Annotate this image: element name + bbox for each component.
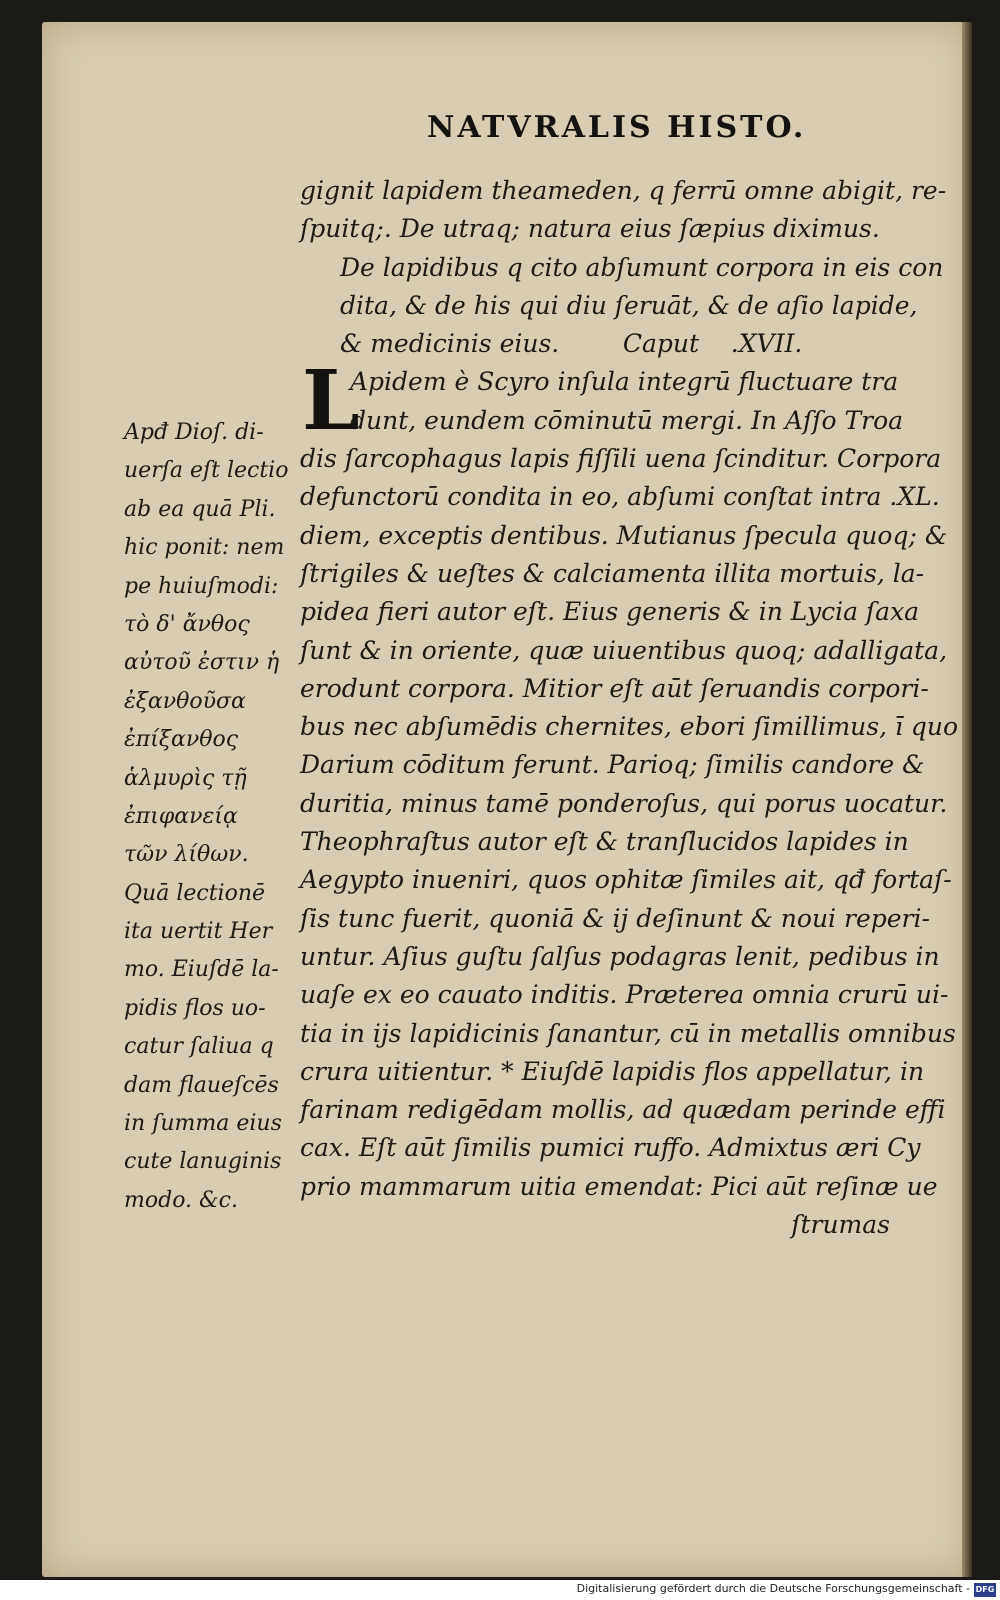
marginal-note	[124, 414, 304, 1220]
text-line: ſis tunc fuerit, quoniā & ij deſinunt & noui reperi-	[300, 903, 930, 933]
margin-line: ab ea quā Pli.	[124, 496, 276, 522]
text-line: Theophraſtus autor eſt & tranſlucidos lapides in	[300, 827, 909, 857]
margin-line: ita uertit Her	[124, 919, 273, 945]
margin-line: hic ponit: nem	[124, 535, 285, 561]
text-line: defunctorū condita in eo, abſumi conſtat intra .XL.	[300, 482, 940, 512]
margin-line: ἐπιφανείᾳ	[124, 803, 238, 829]
chapter-heading-line: De lapidibus q cito abſumunt corpora in eis con	[340, 252, 944, 282]
text-line: tia in ijs lapidicinis ſanantur, cū in metallis omnibus	[300, 1018, 956, 1048]
margin-line: ἁλμυρὶς τῇ	[124, 765, 247, 791]
text-line: uaſe ex eo cauato inditis. Præterea omnia crurū ui-	[300, 980, 949, 1010]
margin-line: in ſumma eius	[124, 1111, 282, 1137]
text-line: gignit lapidem theameden, q ferrū omne abigit, re-	[300, 176, 947, 205]
book-page	[42, 22, 972, 1577]
text-line: duritia, minus tamē ponderoſus, qui porus uocatur.	[300, 788, 948, 818]
text-line: farinam redigēdam mollis, ad quædam perinde effi	[300, 1095, 946, 1125]
margin-line: Quā lectionē	[124, 880, 266, 906]
margin-line: dam flaueſcēs	[124, 1072, 279, 1098]
margin-line: αὐτοῦ ἐστιν ἡ	[124, 650, 280, 676]
margin-line: ἐπίξανθος	[124, 727, 239, 753]
chapter-heading-line: & medicinis eius. Caput .XVII.	[340, 329, 803, 359]
chapter-heading-line: dita, & de his qui diu ſeruāt, & de aſio lapide,	[340, 290, 918, 320]
main-text-block	[300, 172, 959, 1244]
running-title: NATVRALIS HISTO.	[427, 110, 807, 145]
margin-line: Apđ Dioſ. di-	[124, 420, 264, 445]
margin-line: τὸ δ' ἄνθος	[124, 611, 250, 637]
page-gutter	[962, 22, 972, 1577]
text-line: Apidem è Scyro inſula integrū fluctuare tra	[350, 367, 899, 397]
text-line: dis ſarcophagus lapis fiſſili uena ſcinditur. Corpora	[300, 444, 942, 474]
digitization-footer	[0, 1580, 1000, 1600]
text-line: dunt, eundem cōminutū mergi. In Aſſo Troa	[350, 405, 904, 435]
margin-line: uerſa eſt lectio	[124, 458, 289, 484]
text-line: Darium cōditum ferunt. Parioq; ſimilis candore &	[300, 750, 925, 780]
dfg-logo: DFG	[974, 1583, 996, 1597]
margin-line: ἐξανθοῦσα	[124, 688, 246, 714]
text-line: ſtrigiles & ueſtes & calciamenta illita mortuis, la-	[300, 558, 925, 588]
margin-line: cute lanuginis	[124, 1149, 282, 1175]
text-line: cax. Eſt aūt ſimilis pumici ruffo. Admixtus æri Cy	[300, 1133, 921, 1163]
text-line: ſunt & in oriente, quæ uiuentibus quoq; adalligata,	[300, 635, 948, 665]
text-line: erodunt corpora. Mitior eſt aūt ſeruandis corpori-	[300, 673, 929, 703]
text-line: pidea fieri autor eſt. Eius generis & in Lycia ſaxa	[300, 597, 920, 627]
margin-line: catur ſaliua q	[124, 1034, 274, 1060]
text-line: diem, exceptis dentibus. Mutianus ſpecula quoq; &	[300, 520, 948, 550]
text-line: Aegypto inueniri, quos ophitæ ſimiles ait, qđ fortaſ-	[300, 865, 952, 895]
margin-line: pidis flos uo-	[124, 995, 266, 1021]
margin-line: modo. &c.	[124, 1187, 238, 1213]
text-line: ſpuitq;. De utraq; natura eius ſæpius diximus.	[300, 214, 880, 244]
catchword: ſtrumas	[791, 1210, 890, 1240]
drop-capital: L	[302, 353, 360, 449]
text-line: prio mammarum uitia emendat: Pici aūt reſinæ ue	[300, 1171, 938, 1201]
text-line: bus nec abſumēdis chernites, ebori ſimillimus, ī quo	[300, 712, 959, 742]
margin-line: pe huiuſmodi:	[124, 573, 279, 599]
margin-line: τῶν λίθων.	[124, 842, 249, 868]
text-line: crura uitientur. * Eiuſdē lapidis flos appellatur, in	[300, 1056, 925, 1086]
footer-credit: Digitalisierung gefördert durch die Deutsche Forschungsgemeinschaft -	[576, 1582, 970, 1595]
margin-line: mo. Eiuſdē la-	[124, 957, 279, 983]
text-line: untur. Aſius guſtu ſalſus podagras lenit, pedibus in	[300, 941, 940, 971]
